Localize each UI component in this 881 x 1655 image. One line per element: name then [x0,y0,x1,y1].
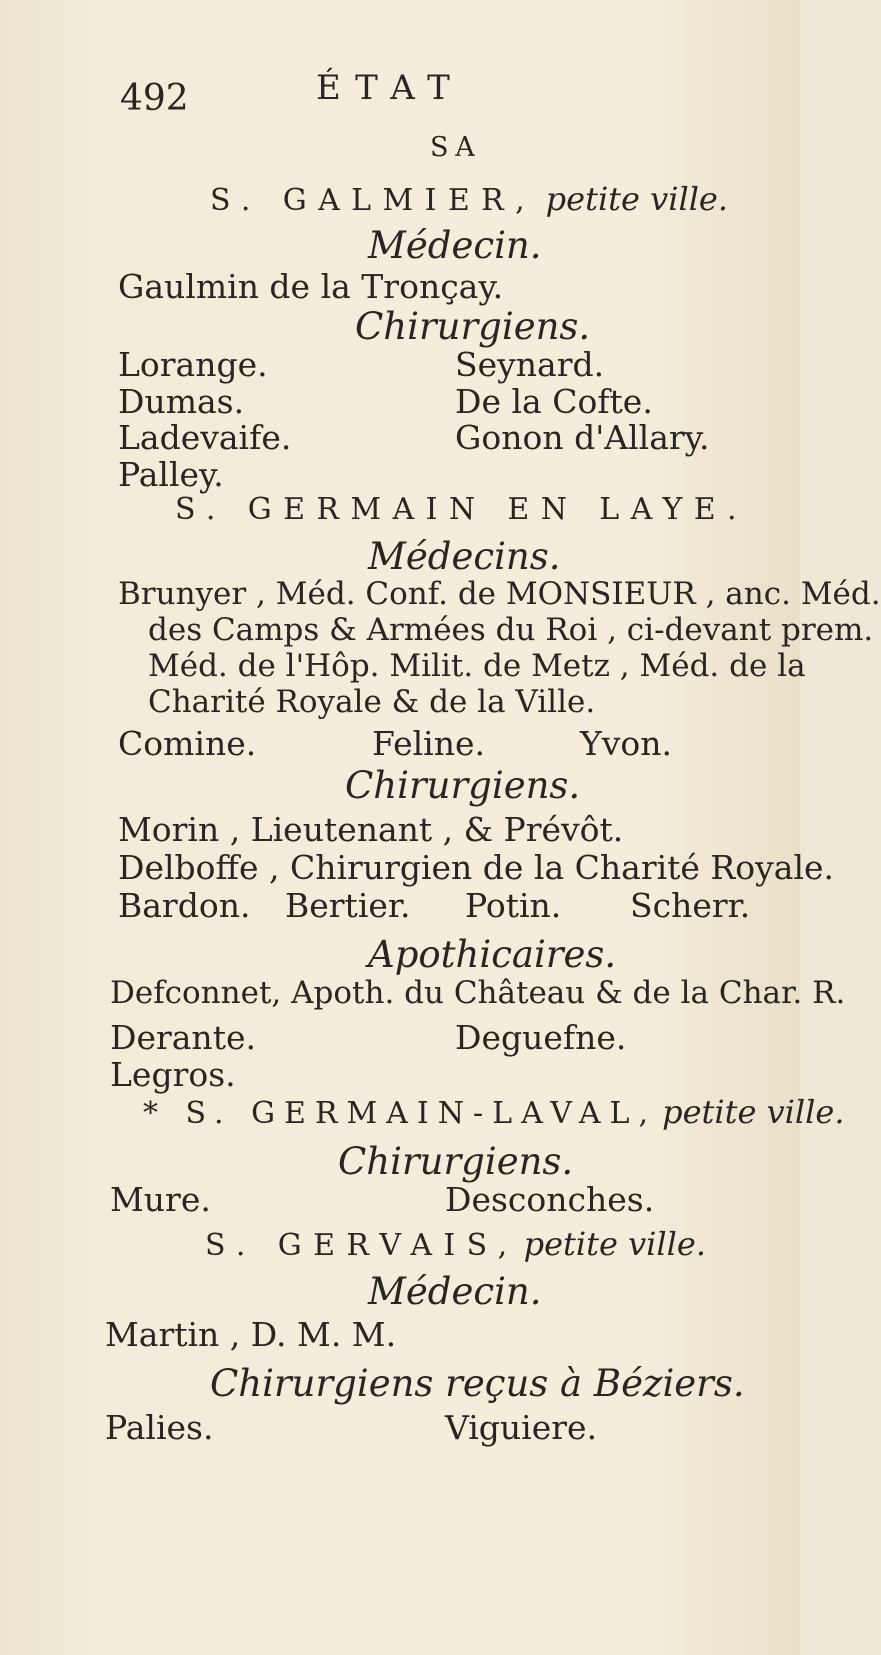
name-item: Derante. [110,1018,256,1057]
section-heading: Médecin. [368,1270,542,1313]
entry-line: Morin , Lieutenant , & Prévôt. [118,810,624,849]
name-item: Legros. [110,1055,236,1094]
name-item: Bardon. [118,886,251,925]
place-name: S. GERVAIS, [205,1228,519,1263]
name-item: Scherr. [630,886,751,925]
name-item: Ladevaife. [118,418,292,457]
page-number: 492 [120,78,189,119]
name-item: Dumas. [118,382,245,421]
section-heading: Apothicaires. [368,933,617,976]
name-item: Gonon d'Allary. [455,418,710,457]
entry-line: Delboffe , Chirurgien de la Charité Royale. [118,848,835,887]
name-item: Feline. [372,724,486,763]
name-item: Viguiere. [445,1408,598,1447]
place-name: S. GALMIER, [210,183,537,218]
place-name: * S. GERMAIN-LAVAL, [143,1096,658,1131]
name-item: Mure. [110,1180,211,1219]
entry-line: Martin , D. M. M. [105,1315,397,1354]
entry-line: Méd. de l'Hôp. Milit. de Metz , Méd. de la [148,648,806,684]
place-heading [210,180,728,218]
name-item: Seynard. [455,345,605,384]
section-heading: Chirurgiens. [345,764,581,807]
entry-line: Charité Royale & de la Ville. [148,684,596,720]
place-name: S. GERMAIN EN LAYE. [175,492,748,527]
section-heading: Chirurgiens reçus à Béziers. [210,1362,745,1405]
running-title: ÉTAT [316,68,465,108]
name-item: Lorange. [118,345,268,384]
section-heading: Médecins. [368,535,561,578]
name-item: Bertier. [285,886,411,925]
name-item: Yvon. [580,724,673,763]
place-qualifier: petite ville. [545,180,729,218]
section-heading: Chirurgiens. [355,305,591,348]
name-item: Deguefne. [455,1018,627,1057]
place-qualifier: petite ville. [523,1225,706,1263]
name-item: De la Cofte. [455,382,653,421]
section-heading: Chirurgiens. [338,1140,574,1183]
name-item: Desconches. [445,1180,655,1219]
place-heading [143,1093,844,1131]
name-item: Potin. [465,886,562,925]
name-item: Comine. [118,724,257,763]
place-qualifier: petite ville. [662,1093,845,1131]
place-heading [205,1225,706,1263]
name-item: Palley. [118,455,224,494]
section-marker: SA [430,132,482,163]
section-heading: Médecin. [368,224,542,267]
entry-line: Gaulmin de la Tronçay. [118,267,504,306]
name-item: Palies. [105,1408,214,1447]
entry-line: Brunyer , Méd. Conf. de MONSIEUR , anc. Méd. [118,576,881,612]
entry-line: des Camps & Armées du Roi , ci-devant prem. [148,612,874,648]
entry-line: Defconnet, Apoth. du Château & de la Char. R. [110,975,846,1011]
